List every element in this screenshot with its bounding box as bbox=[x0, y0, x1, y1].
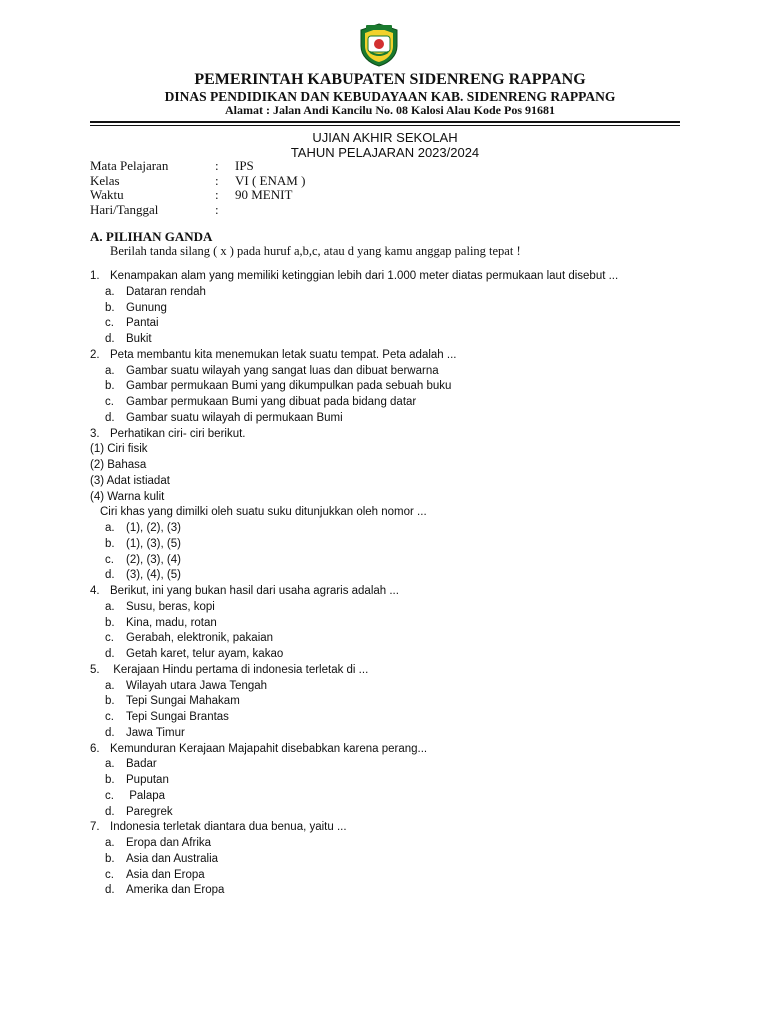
option-text: Gambar suatu wilayah di permukaan Bumi bbox=[126, 411, 343, 424]
option-text: Gambar suatu wilayah yang sangat luas dan dibuat berwarna bbox=[126, 364, 439, 377]
question-number: 6. bbox=[90, 742, 100, 755]
option-letter: d. bbox=[105, 333, 115, 345]
info-value: IPS bbox=[235, 158, 254, 173]
option-text: Eropa dan Afrika bbox=[126, 837, 212, 849]
option-text: Getah karet, telur ayam, kakao bbox=[126, 648, 284, 660]
info-value: VI ( ENAM ) bbox=[235, 172, 306, 188]
answer-option[interactable] bbox=[90, 411, 690, 427]
question-item bbox=[90, 348, 690, 364]
question-text: Kerajaan Hindu pertama di indonesia terletak di ... bbox=[110, 663, 369, 676]
info-row-class bbox=[90, 174, 305, 189]
option-letter: a. bbox=[105, 364, 115, 377]
header-address: Alamat : Jalan Andi Kancilu No. 08 Kalosi Alau Kode Pos 91681 bbox=[224, 103, 556, 117]
question-item bbox=[90, 584, 690, 600]
question-number: 4. bbox=[90, 585, 100, 597]
answer-option[interactable] bbox=[90, 883, 690, 899]
answer-option[interactable] bbox=[90, 316, 690, 332]
question-number: 3. bbox=[90, 427, 100, 440]
question-text: Peta membantu kita menemukan letak suatu tempat. Peta adalah ... bbox=[110, 348, 457, 361]
question-item bbox=[90, 742, 690, 758]
info-label: Hari/Tanggal bbox=[90, 201, 159, 217]
info-row-date bbox=[90, 203, 305, 218]
answer-option[interactable] bbox=[90, 805, 690, 821]
option-letter: b. bbox=[105, 380, 115, 393]
option-letter: c. bbox=[105, 789, 114, 802]
header-divider-thick bbox=[90, 121, 680, 123]
option-letter: b. bbox=[105, 852, 115, 865]
question-item bbox=[90, 663, 690, 679]
info-row-time bbox=[90, 188, 305, 203]
option-text: Badar bbox=[126, 758, 157, 771]
answer-option[interactable] bbox=[90, 616, 690, 632]
option-text: (1), (3), (5) bbox=[126, 537, 181, 550]
option-text: Pantai bbox=[126, 317, 159, 330]
answer-option[interactable] bbox=[90, 301, 690, 317]
answer-option[interactable] bbox=[90, 379, 690, 395]
exam-year: TAHUN PELAJARAN 2023/2024 bbox=[290, 145, 480, 160]
info-label: Kelas bbox=[90, 172, 120, 188]
option-text: (2), (3), (4) bbox=[126, 553, 181, 566]
info-label: Waktu bbox=[90, 187, 124, 202]
exam-info-table bbox=[90, 159, 305, 217]
option-text: Dataran rendah bbox=[126, 285, 206, 298]
option-letter: a. bbox=[105, 758, 115, 771]
answer-option[interactable] bbox=[90, 694, 690, 710]
option-text: Tepi Sungai Mahakam bbox=[126, 695, 240, 708]
question-text: Indonesia terletak diantara dua benua, yaitu ... bbox=[110, 821, 347, 834]
option-text: Wilayah utara Jawa Tengah bbox=[126, 679, 268, 692]
info-row-subject bbox=[90, 159, 305, 174]
answer-option[interactable] bbox=[90, 395, 690, 411]
answer-option[interactable] bbox=[90, 537, 690, 553]
option-letter: b. bbox=[105, 537, 115, 550]
answer-option[interactable] bbox=[90, 773, 690, 789]
option-letter: d. bbox=[105, 569, 115, 582]
option-text: Gambar permukaan Bumi yang dibuat pada bidang datar bbox=[126, 396, 417, 408]
answer-option[interactable] bbox=[90, 679, 690, 695]
info-value: 90 MENIT bbox=[235, 187, 293, 202]
section-instruction: Berilah tanda silang ( x ) pada huruf a,b,c, atau d yang kamu anggap paling tepat ! bbox=[110, 244, 521, 258]
option-text: Asia dan Eropa bbox=[126, 868, 205, 881]
option-text: Gerabah, elektronik, pakaian bbox=[126, 632, 274, 645]
option-text: (1), (2), (3) bbox=[126, 522, 181, 534]
option-text: (3), (4), (5) bbox=[126, 569, 181, 582]
option-letter: c. bbox=[105, 711, 114, 723]
question-number: 1. bbox=[90, 270, 100, 282]
answer-option[interactable] bbox=[90, 568, 690, 584]
option-letter: b. bbox=[105, 774, 115, 786]
option-letter: a. bbox=[105, 837, 115, 849]
question-text: Kenampakan alam yang memiliki ketinggian lebih dari 1.000 meter diatas permukaan laut disebut ... bbox=[110, 270, 619, 282]
option-text: Bukit bbox=[126, 333, 152, 345]
list-item: (4) Warna kulit bbox=[90, 490, 165, 503]
option-text: Susu, beras, kopi bbox=[126, 600, 215, 613]
option-text: Kina, madu, rotan bbox=[126, 616, 217, 629]
answer-option[interactable] bbox=[90, 836, 690, 852]
answer-option[interactable] bbox=[90, 868, 690, 884]
option-letter: b. bbox=[105, 616, 115, 629]
list-item: (3) Adat istiadat bbox=[90, 474, 170, 487]
option-letter: a. bbox=[105, 522, 115, 534]
option-letter: c. bbox=[105, 396, 114, 408]
option-text: Gambar permukaan Bumi yang dikumpulkan pada sebuah buku bbox=[126, 380, 452, 393]
option-letter: b. bbox=[105, 301, 115, 314]
info-separator: : bbox=[215, 158, 219, 173]
option-text: Puputan bbox=[126, 774, 169, 786]
option-letter: d. bbox=[105, 726, 115, 739]
question-item bbox=[90, 427, 690, 443]
header-department-name: DINAS PENDIDIKAN DAN KEBUDAYAAN KAB. SIDENRENG RAPPANG bbox=[164, 89, 616, 104]
option-text: Palapa bbox=[126, 789, 166, 802]
option-letter: b. bbox=[105, 695, 115, 708]
option-letter: c. bbox=[105, 317, 114, 330]
option-text: Amerika dan Eropa bbox=[126, 884, 225, 897]
info-separator: : bbox=[215, 201, 219, 217]
answer-option[interactable] bbox=[90, 647, 690, 663]
answer-option[interactable] bbox=[90, 757, 690, 773]
question-lead-text: Ciri khas yang dimilki oleh suatu suku ditunjukkan oleh nomor ... bbox=[100, 506, 427, 519]
question-list bbox=[90, 269, 690, 899]
option-text: Asia dan Australia bbox=[126, 852, 219, 865]
option-letter: a. bbox=[105, 679, 115, 692]
option-letter: d. bbox=[105, 648, 115, 660]
question-text: Perhatikan ciri- ciri berikut. bbox=[110, 427, 246, 440]
answer-option[interactable] bbox=[90, 285, 690, 301]
option-text: Tepi Sungai Brantas bbox=[126, 711, 229, 723]
regency-crest-icon bbox=[356, 22, 402, 68]
answer-option[interactable] bbox=[90, 710, 690, 726]
answer-option[interactable] bbox=[90, 521, 690, 537]
answer-option[interactable] bbox=[90, 364, 690, 380]
answer-option[interactable] bbox=[90, 600, 690, 616]
info-label: Mata Pelajaran bbox=[90, 158, 169, 173]
answer-option[interactable] bbox=[90, 332, 690, 348]
option-text: Paregrek bbox=[126, 805, 173, 818]
option-letter: d. bbox=[105, 884, 115, 897]
option-letter: c. bbox=[105, 553, 114, 566]
option-letter: a. bbox=[105, 600, 115, 613]
exam-title: UJIAN AKHIR SEKOLAH bbox=[312, 130, 458, 145]
header-divider-thin bbox=[90, 125, 680, 126]
section-title: A. PILIHAN GANDA bbox=[90, 229, 213, 244]
answer-option[interactable] bbox=[90, 726, 690, 742]
answer-option[interactable] bbox=[90, 852, 690, 868]
question-number: 2. bbox=[90, 348, 100, 361]
option-letter: c. bbox=[105, 632, 114, 645]
header-government-name: PEMERINTAH KABUPATEN SIDENRENG RAPPANG bbox=[194, 71, 586, 88]
answer-option[interactable] bbox=[90, 631, 690, 647]
answer-option[interactable] bbox=[90, 553, 690, 569]
answer-option[interactable] bbox=[90, 789, 690, 805]
question-number: 5. bbox=[90, 663, 100, 676]
question-item bbox=[90, 269, 690, 285]
question-number: 7. bbox=[90, 821, 100, 834]
list-item: (2) Bahasa bbox=[90, 459, 147, 471]
info-separator: : bbox=[215, 187, 219, 202]
option-letter: d. bbox=[105, 805, 115, 818]
question-item bbox=[90, 820, 690, 836]
list-item: (1) Ciri fisik bbox=[90, 443, 148, 456]
question-text: Berikut, ini yang bukan hasil dari usaha agraris adalah ... bbox=[110, 585, 399, 597]
option-letter: a. bbox=[105, 285, 115, 298]
info-separator: : bbox=[215, 172, 219, 188]
option-text: Gunung bbox=[126, 301, 167, 314]
option-letter: c. bbox=[105, 868, 114, 881]
option-letter: d. bbox=[105, 411, 115, 424]
question-text: Kemunduran Kerajaan Majapahit disebabkan karena perang... bbox=[110, 742, 428, 755]
option-text: Jawa Timur bbox=[126, 726, 185, 739]
